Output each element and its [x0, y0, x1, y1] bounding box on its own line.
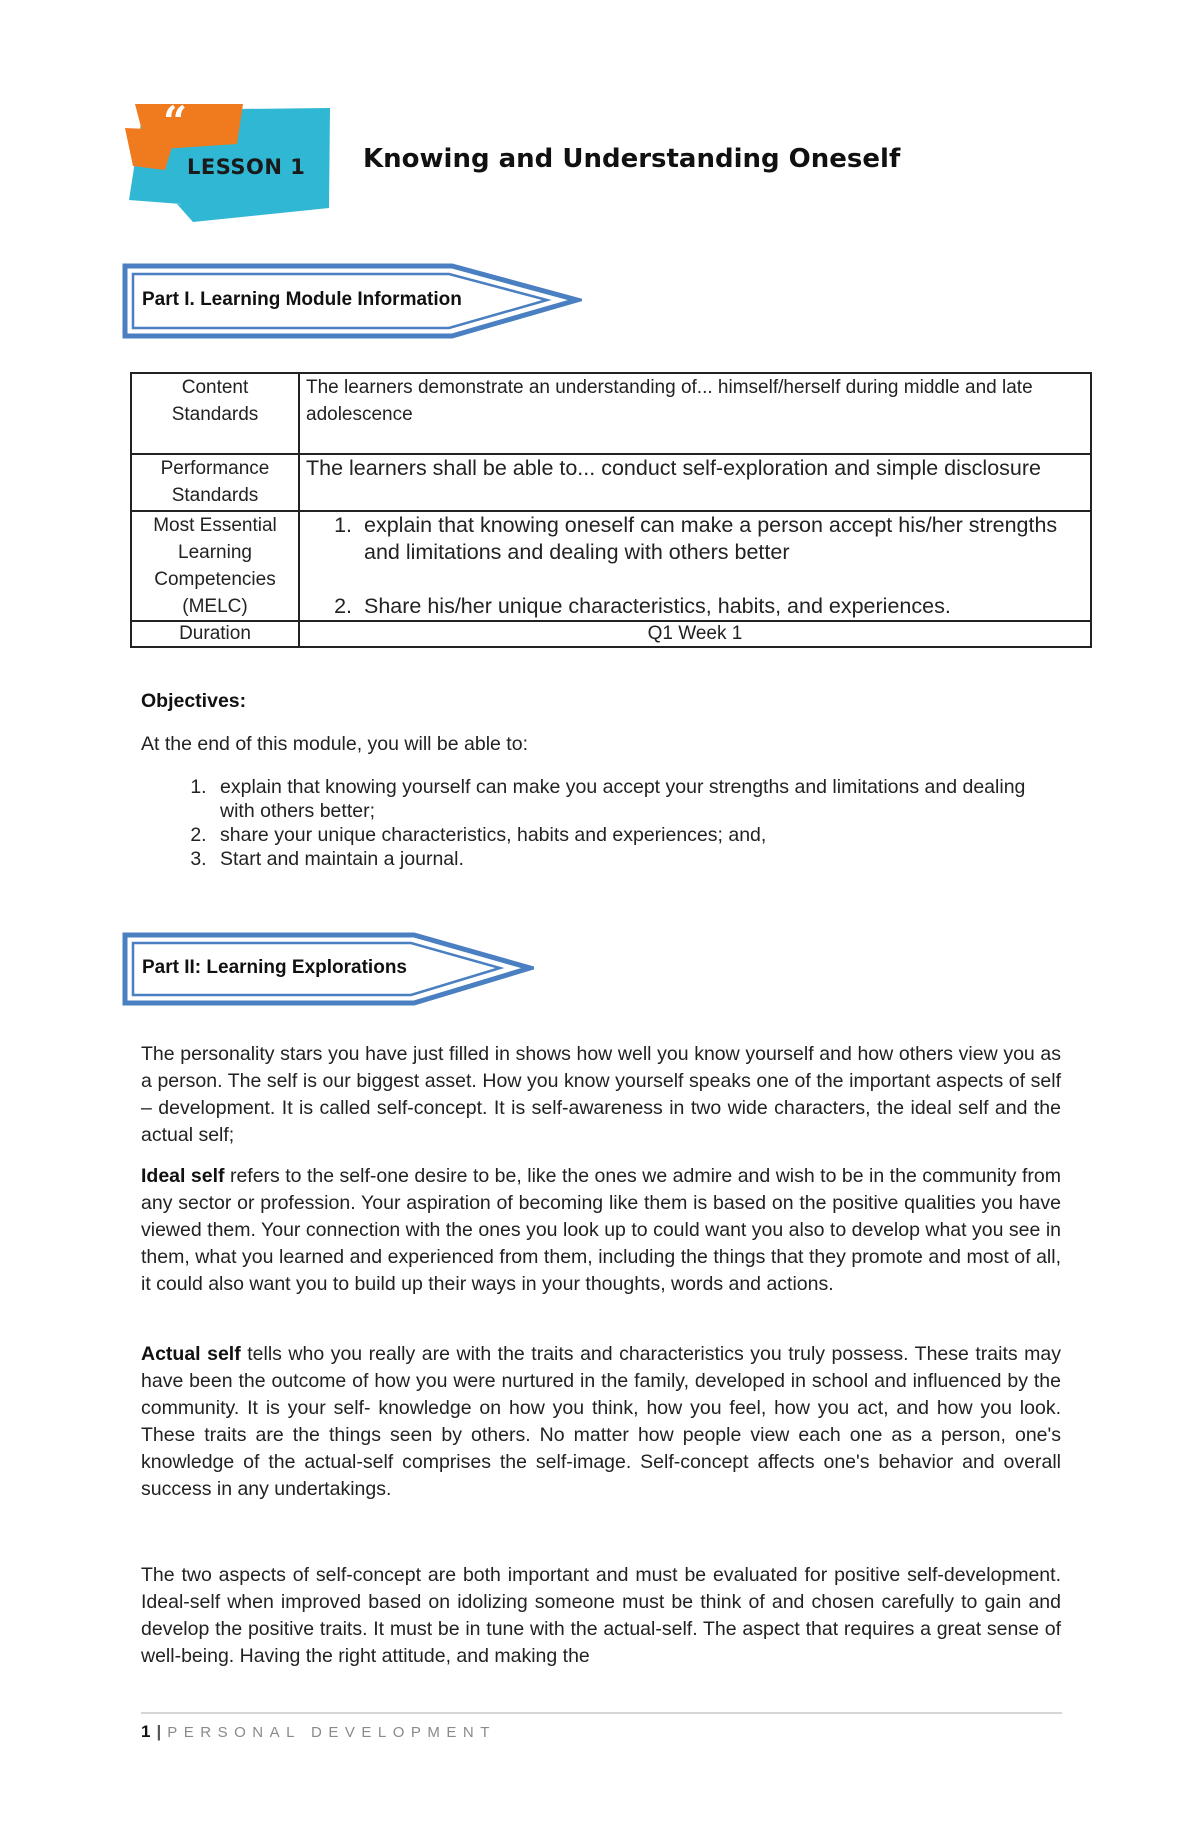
list-item: 3. Start and maintain a journal. [212, 847, 1061, 871]
footer-divider [141, 1712, 1062, 1714]
objectives-list-container [141, 775, 1061, 871]
performance-standards-label: Performance Standards [131, 454, 299, 511]
actual-self-paragraph [141, 1341, 1061, 1503]
objectives-heading: Objectives: [141, 690, 247, 712]
list-item: 1. explain that knowing oneself can make a person accept his/her strengths and limitations and dealing with others better [358, 512, 1090, 566]
actual-self-text: tells who you really are with the traits and characteristics you truly possess. These traits may have been the outcome of how you were nurtured in the family, developed in school and influenced by the community. It is your self- knowledge on how you think, how you feel, how you act, and how you look. These traits are the things seen by others. No matter how people view each one as a person, one's knowledge of the actual-self comprises the self-image. Self-concept affects one's behavior and overall success in any undertakings. [141, 1343, 1061, 1500]
list-item: 2. Share his/her unique characteristics, habits, and experiences. [358, 593, 1090, 620]
list-item: 1. explain that knowing yourself can make you accept your strengths and limitations and dealing with others better; [212, 775, 1061, 823]
performance-standards-value: The learners shall be able to... conduct self-exploration and simple disclosure [299, 454, 1091, 511]
paragraph: The two aspects of self-concept are both important and must be evaluated for positive self-development. Ideal-self when improved based on idolizing someone must be think of and chosen carefully to gain and develop the positive traits. It must be in tune with the actual-self. The aspect that requires a great sense of well-being. Having the right attitude, and making the [141, 1564, 1061, 1667]
ideal-self-text: refers to the self-one desire to be, like the ones we admire and wish to be in the community from any sector or profession. Your aspiration of becoming like them is based on the positive qualities you have viewed them. Your connection with the ones you look up to could want you also to develop what you see in them, what you learned and experienced from them, including the things that they promote and most of all, it could also want you to build up their ways in your thoughts, words and actions. [141, 1165, 1061, 1295]
ideal-self-paragraph [141, 1163, 1061, 1298]
part1-banner [122, 263, 582, 339]
part2-banner-label: Part II: Learning Explorations [142, 957, 407, 978]
melc-label: Most Essential Learning Competencies (MELC) [131, 511, 299, 621]
lesson-label: LESSON 1 [187, 155, 306, 179]
page-title: Knowing and Understanding Oneself [363, 144, 901, 174]
part2-banner [122, 932, 534, 1008]
list-item: 2. share your unique characteristics, habits and experiences; and, [212, 823, 1061, 847]
module-info-table [130, 372, 1092, 648]
objectives-list [141, 775, 1061, 871]
table-row [131, 454, 1091, 511]
duration-value: Q1 Week 1 [299, 621, 1091, 647]
footer-separator: | [156, 1722, 162, 1741]
melc-list [300, 512, 1090, 620]
quote-icon: “ [163, 100, 188, 146]
content-standards-value: The learners demonstrate an understanding of... himself/herself during middle and late adolescence [299, 373, 1091, 454]
footer-department: PERSONAL DEVELOPMENT [167, 1724, 496, 1741]
paragraph: The personality stars you have just filled in shows how well you know yourself and how others view you as a person. The self is our biggest asset. How you know yourself speaks one of the important aspects of self – development. It is called self-concept. It is self-awareness in two wide characters, the ideal self and the actual self; [141, 1043, 1061, 1146]
table-row [131, 621, 1091, 647]
table-row [131, 511, 1091, 621]
table-row [131, 373, 1091, 454]
actual-self-term: Actual self [141, 1343, 241, 1365]
objectives-intro: At the end of this module, you will be able to: [141, 733, 528, 755]
melc-value [299, 511, 1091, 621]
duration-label: Duration [131, 621, 299, 647]
page-number: 1 [141, 1722, 151, 1741]
content-standards-label: Content Standards [131, 373, 299, 454]
page-footer [141, 1722, 496, 1742]
ideal-self-term: Ideal self [141, 1165, 225, 1187]
part1-banner-label: Part I. Learning Module Information [142, 289, 462, 310]
